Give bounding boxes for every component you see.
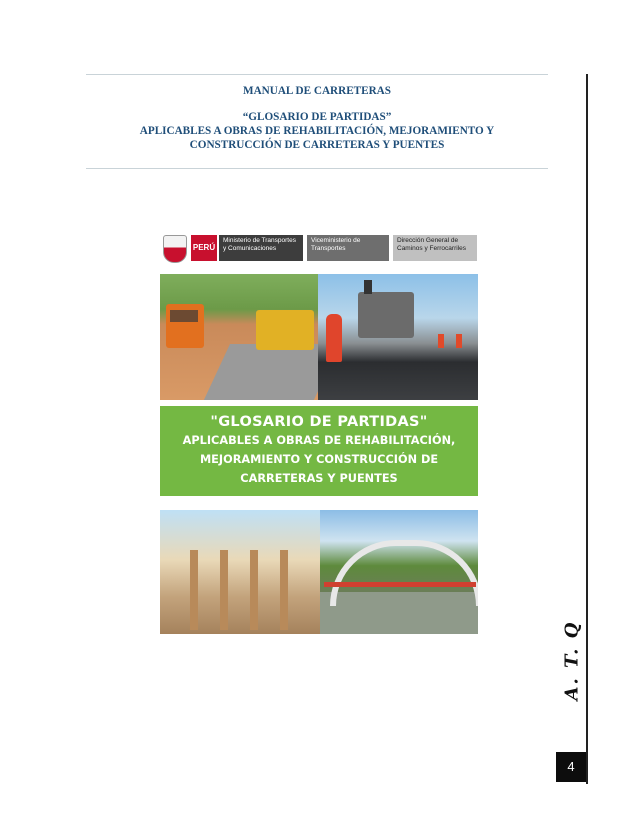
vice-ministry-logo: Viceministerio de Transportes	[307, 235, 389, 261]
paver-icon	[358, 292, 414, 338]
arch-bridge-photo	[320, 510, 478, 634]
grader-icon	[256, 310, 314, 350]
banner-line-3: CARRETERAS Y PUENTES	[240, 472, 398, 485]
road-construction-photo	[160, 274, 318, 400]
bridge-deck	[324, 582, 476, 587]
worker-icon	[326, 314, 342, 362]
structure-construction-photo	[160, 510, 320, 634]
header-bottom-rule	[86, 168, 548, 169]
column-icon	[190, 550, 198, 630]
column-icon	[280, 550, 288, 630]
coat-of-arms-icon	[163, 235, 187, 263]
subtitle-line-1: APLICABLES A OBRAS DE REHABILITACIÓN, MEJORAMIENTO Y	[139, 125, 495, 137]
page-number: 4	[556, 752, 586, 782]
cover-image	[157, 228, 481, 638]
cone-icon	[456, 334, 462, 348]
manual-title: MANUAL DE CARRETERAS	[243, 85, 391, 97]
subtitle-line-2: CONSTRUCCIÓN DE CARRETERAS Y PUENTES	[189, 139, 445, 151]
document-header	[86, 84, 548, 152]
glossary-title: “GLOSARIO DE PARTIDAS”	[242, 111, 392, 123]
banner-line-1: APLICABLES A OBRAS DE REHABILITACIÓN,	[182, 434, 456, 447]
logo-strip	[157, 228, 481, 270]
cone-icon	[438, 334, 444, 348]
author-initials	[558, 620, 586, 710]
ministry-logo: Ministerio de Transportes y Comunicaciones	[219, 235, 303, 261]
direction-logo: Dirección General de Caminos y Ferrocarriles	[393, 235, 477, 261]
cover-banner	[160, 406, 478, 496]
column-icon	[250, 550, 258, 630]
column-icon	[220, 550, 228, 630]
banner-title: "GLOSARIO DE PARTIDAS"	[210, 414, 428, 430]
truck-icon	[166, 304, 204, 348]
header-top-rule	[86, 74, 548, 75]
author-initials-text: A. T. Q	[561, 620, 583, 701]
road-surface	[202, 344, 318, 400]
asphalt-paving-photo	[318, 274, 478, 400]
banner-line-2: MEJORAMIENTO Y CONSTRUCCIÓN DE	[199, 453, 439, 466]
bridge-arch-icon	[330, 540, 478, 606]
peru-logo: PERÚ	[191, 235, 217, 261]
right-margin-line	[586, 74, 588, 784]
